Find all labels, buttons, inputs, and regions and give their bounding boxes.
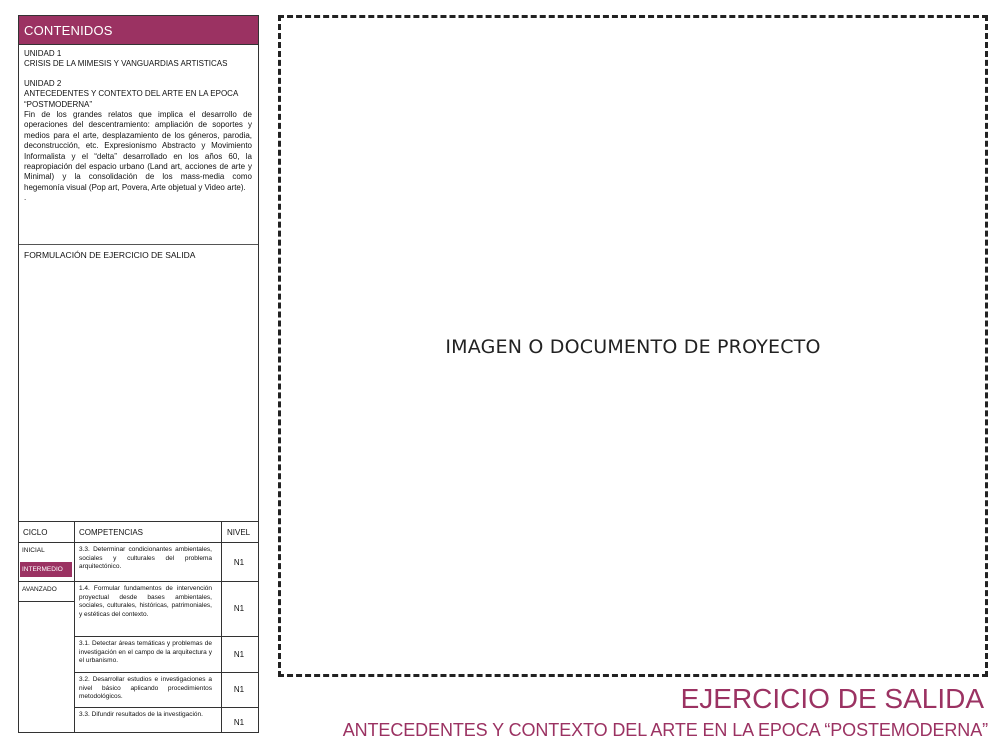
unit-1-title: UNIDAD 1: [24, 49, 62, 58]
competency-level: N1: [233, 604, 245, 613]
contents-body: [19, 45, 258, 204]
competency-text: 1.4. Formular fundamentos de intervención proyectual desde bases ambientales, sociales, culturales, históricas, patrimoniales, y estéticas del contexto.: [79, 585, 212, 618]
contents-header: CONTENIDOS: [19, 16, 258, 45]
unit-2-description: Fin de los grandes relatos que implica el desarrollo de operaciones del descentramiento: ampliación de soportes y medios para el arte, desplazamiento de los géneros, parodia, deconstrucción, etc. Expresionismo Abstracto y Movimiento Informalista y el “delta” desarrollado en los años 60, la reapropiación del espacio urbano (Land art, acciones de arte y Minimal) y la consolidación de los mass-media como hegemonía visual (Pop art, Povera, Arte objetual y Video arte).: [24, 110, 252, 192]
competency-text: 3.2. Desarrollar estudios e investigaciones a nivel básico aplicando procedimientos metodológicos.: [79, 676, 212, 701]
header-cycle: CICLO: [23, 528, 48, 537]
cycle-divider-2: [19, 601, 74, 602]
table-row: [75, 637, 258, 673]
exercise-subtitle: ANTECEDENTES Y CONTEXTO DEL ARTE EN LA EPOCA “POSTEMODERNA”: [342, 720, 988, 740]
unit-2-subtitle: ANTECEDENTES Y CONTEXTO DEL ARTE EN LA EPOCA “POSTMODERNA”: [24, 89, 238, 109]
placeholder-label: IMAGEN O DOCUMENTO DE PROYECTO: [445, 336, 821, 358]
cycle-intermediate-active: INTERMEDIO: [20, 562, 72, 577]
competency-level: N1: [233, 650, 245, 659]
competency-level: N1: [233, 558, 245, 567]
contents-panel: [18, 15, 259, 733]
competency-level: N1: [233, 685, 245, 694]
unit-2-title: UNIDAD 2: [24, 78, 62, 88]
header-competencies: COMPETENCIAS: [79, 528, 144, 537]
project-image-placeholder: [278, 15, 988, 677]
competency-text: 3.3. Difundir resultados de la investigación.: [79, 711, 203, 718]
header-level: NIVEL: [227, 528, 251, 537]
competency-text: 3.3. Determinar condicionantes ambientales, sociales y culturales del problema arquitectónico.: [79, 546, 212, 571]
table-row: [75, 582, 258, 637]
table-row: [75, 708, 258, 732]
table-row: [75, 673, 258, 708]
formulation-label: FORMULACIÓN DE EJERCICIO DE SALIDA: [19, 244, 258, 261]
unit-1-subtitle: CRISIS DE LA MIMESIS Y VANGUARDIAS ARTISTICAS: [24, 59, 228, 69]
cycle-column: [19, 543, 74, 732]
unit-2-dot: .: [24, 193, 27, 203]
table-header: [19, 522, 258, 543]
competency-text: 3.1. Detectar áreas temáticas y problemas de investigación en el campo de la arquitectura y el urbanismo.: [79, 640, 212, 665]
unit-2: [24, 79, 252, 204]
competency-level: N1: [233, 718, 245, 727]
exercise-title: EJERCICIO DE SALIDA: [680, 683, 984, 714]
competencies-table: [19, 521, 258, 732]
cycle-initial: INICIAL: [22, 547, 45, 554]
cycle-divider: [19, 581, 74, 582]
cycle-advanced: AVANZADO: [22, 586, 57, 593]
unit-1: [24, 49, 252, 70]
table-row: [75, 543, 258, 582]
